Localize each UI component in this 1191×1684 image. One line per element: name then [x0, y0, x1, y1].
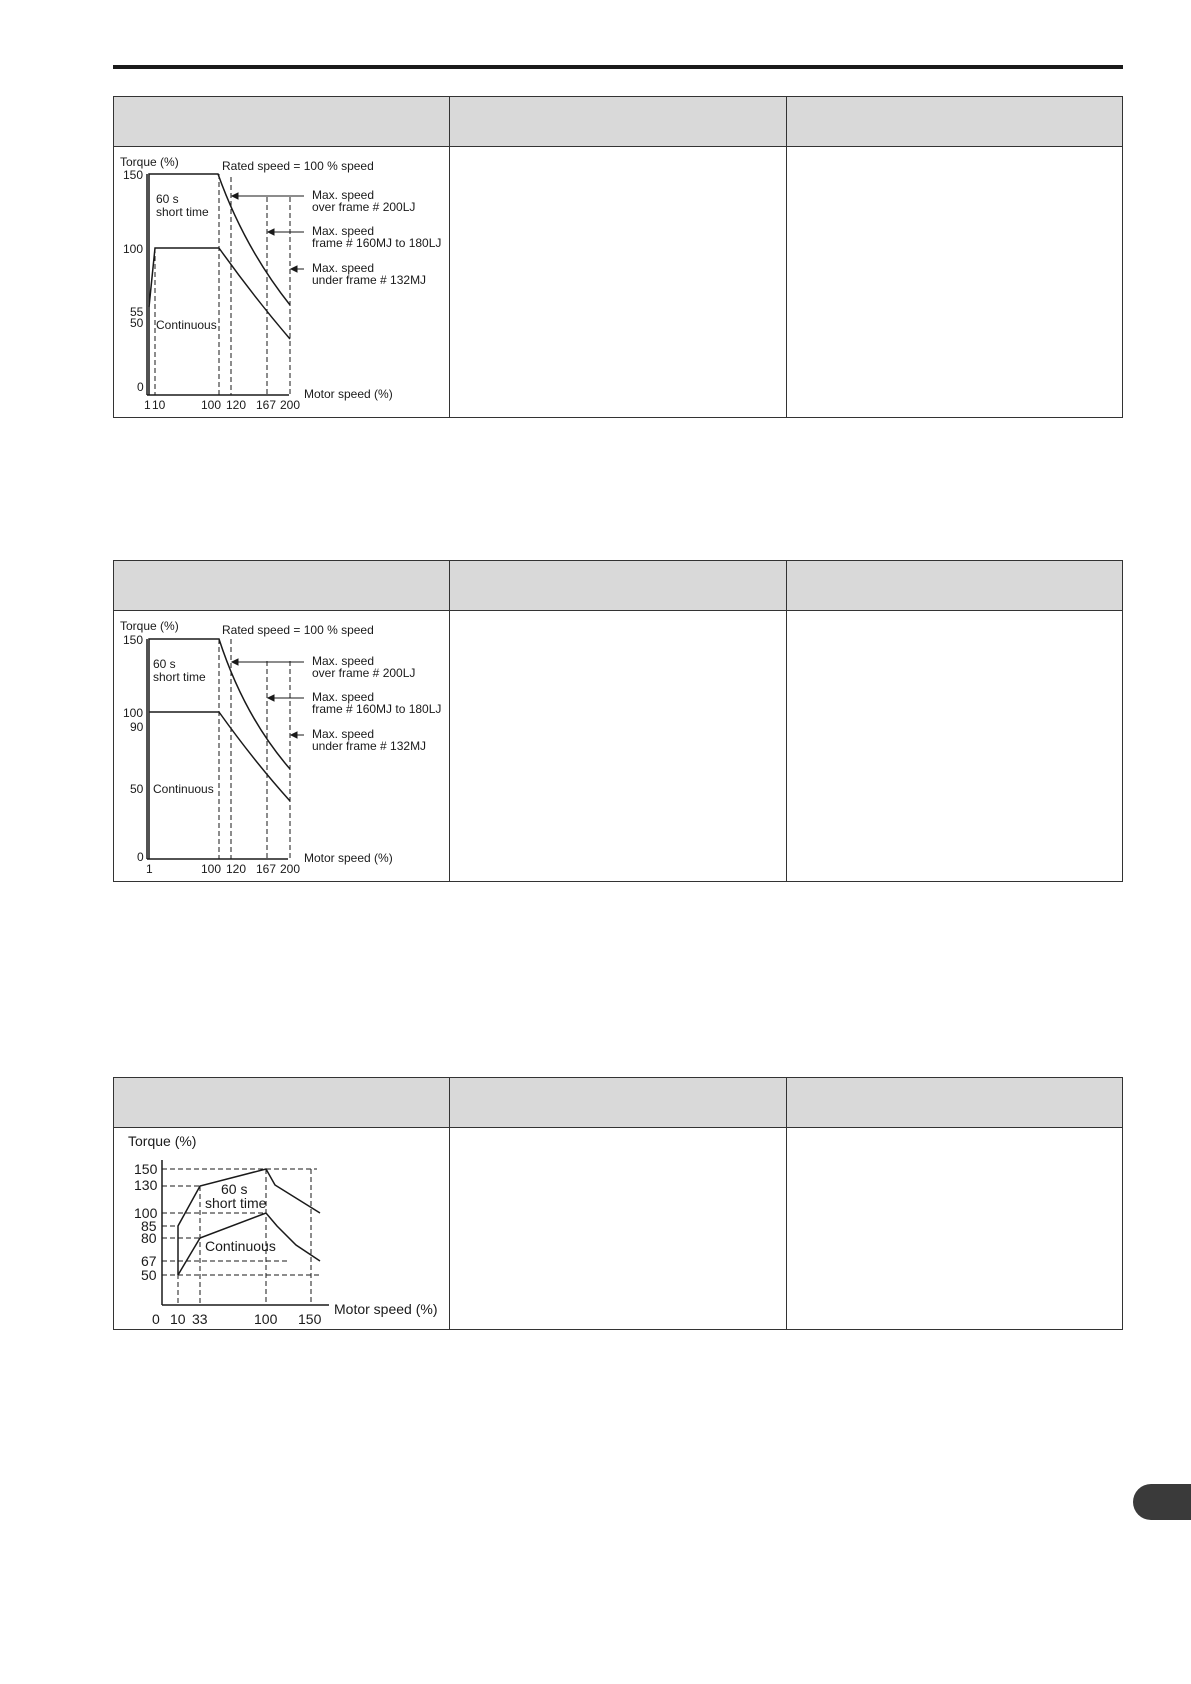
max-speed-label: over frame # 200LJ	[312, 666, 416, 680]
max-speed-label: Max. speed	[312, 654, 375, 668]
x-axis-title: Motor speed (%)	[334, 1301, 438, 1317]
x-tick: 120	[226, 862, 247, 876]
x-tick: 0	[152, 1311, 160, 1327]
y-tick: 130	[134, 1177, 158, 1193]
short-time-label: short time	[156, 205, 209, 219]
top-rule	[113, 65, 1123, 69]
max-speed-label: Max. speed	[312, 727, 375, 741]
y-tick: 80	[141, 1230, 157, 1246]
y-tick: 100	[123, 242, 144, 256]
x-tick: 10	[170, 1311, 186, 1327]
max-speed-label: under frame # 132MJ	[312, 273, 427, 287]
y-tick: 100	[134, 1205, 158, 1221]
table-1-cell-3	[786, 147, 1122, 417]
table-2-cell-3	[786, 611, 1122, 881]
x-tick: 10	[152, 398, 166, 412]
chart-3-cell	[114, 1128, 449, 1329]
max-speed-label: Max. speed	[312, 690, 375, 704]
max-speed-label: Max. speed	[312, 188, 375, 202]
table-1-cell-2	[449, 147, 785, 417]
x-tick: 1	[144, 398, 151, 412]
max-speed-label: under frame # 132MJ	[312, 739, 427, 753]
y-tick: 150	[123, 633, 144, 647]
table-2	[113, 560, 1123, 882]
table-3-cell-2	[449, 1128, 785, 1329]
rated-speed-label: Rated speed = 100 % speed	[222, 159, 374, 173]
rated-speed-label: Rated speed = 100 % speed	[222, 623, 374, 637]
x-tick: 100	[201, 862, 222, 876]
short-time-label: 60 s	[153, 657, 176, 671]
table-1-row	[114, 147, 1122, 417]
table-1	[113, 96, 1123, 418]
max-speed-label: Max. speed	[312, 261, 375, 275]
table-3-row	[114, 1128, 1122, 1329]
y-tick: 50	[130, 316, 144, 330]
x-axis-title: Motor speed (%)	[304, 851, 393, 865]
chart-1-cell	[114, 147, 449, 417]
y-tick: 100	[123, 706, 144, 720]
max-speed-label: frame # 160MJ to 180LJ	[312, 702, 442, 716]
table-2-row	[114, 611, 1122, 881]
y-tick: 50	[141, 1267, 157, 1283]
chart-3	[114, 1128, 450, 1329]
y-tick: 67	[141, 1253, 157, 1269]
max-speed-label: frame # 160MJ to 180LJ	[312, 236, 442, 250]
short-time-curve	[178, 1169, 320, 1275]
section-tab	[1133, 1484, 1191, 1520]
y-axis-title: Torque (%)	[120, 619, 179, 633]
table-2-cell-2	[449, 611, 785, 881]
continuous-label: Continuous	[153, 782, 214, 796]
y-tick: 90	[130, 720, 144, 734]
chart-2	[114, 611, 450, 881]
y-tick: 50	[130, 782, 144, 796]
y-tick: 0	[137, 850, 144, 864]
max-speed-label: over frame # 200LJ	[312, 200, 416, 214]
x-tick: 120	[226, 398, 247, 412]
short-time-label: short time	[205, 1195, 267, 1211]
short-time-label: short time	[153, 670, 206, 684]
short-time-label: 60 s	[221, 1181, 248, 1197]
x-tick: 100	[254, 1311, 278, 1327]
table-2-header	[114, 561, 1122, 611]
continuous-label: Continuous	[156, 318, 217, 332]
x-tick: 33	[192, 1311, 208, 1327]
y-tick: 85	[141, 1218, 157, 1234]
table-3	[113, 1077, 1123, 1330]
y-tick: 150	[134, 1161, 158, 1177]
x-tick: 167	[256, 398, 277, 412]
x-tick: 1	[146, 862, 153, 876]
chart-2-cell	[114, 611, 449, 881]
x-axis-title: Motor speed (%)	[304, 387, 393, 401]
y-tick: 0	[137, 380, 144, 394]
continuous-label: Continuous	[205, 1238, 276, 1254]
y-tick: 55	[130, 305, 144, 319]
y-axis-title: Torque (%)	[120, 155, 179, 169]
table-3-header	[114, 1078, 1122, 1128]
guides	[219, 639, 290, 859]
y-axis-title: Torque (%)	[128, 1133, 197, 1149]
x-tick: 200	[280, 862, 301, 876]
short-time-label: 60 s	[156, 192, 179, 206]
x-tick: 150	[298, 1311, 322, 1327]
max-speed-label: Max. speed	[312, 224, 375, 238]
table-3-cell-3	[786, 1128, 1122, 1329]
x-tick: 200	[280, 398, 301, 412]
chart-1	[114, 147, 450, 417]
table-1-header	[114, 97, 1122, 147]
y-tick: 150	[123, 168, 144, 182]
x-tick: 167	[256, 862, 277, 876]
x-tick: 100	[201, 398, 222, 412]
